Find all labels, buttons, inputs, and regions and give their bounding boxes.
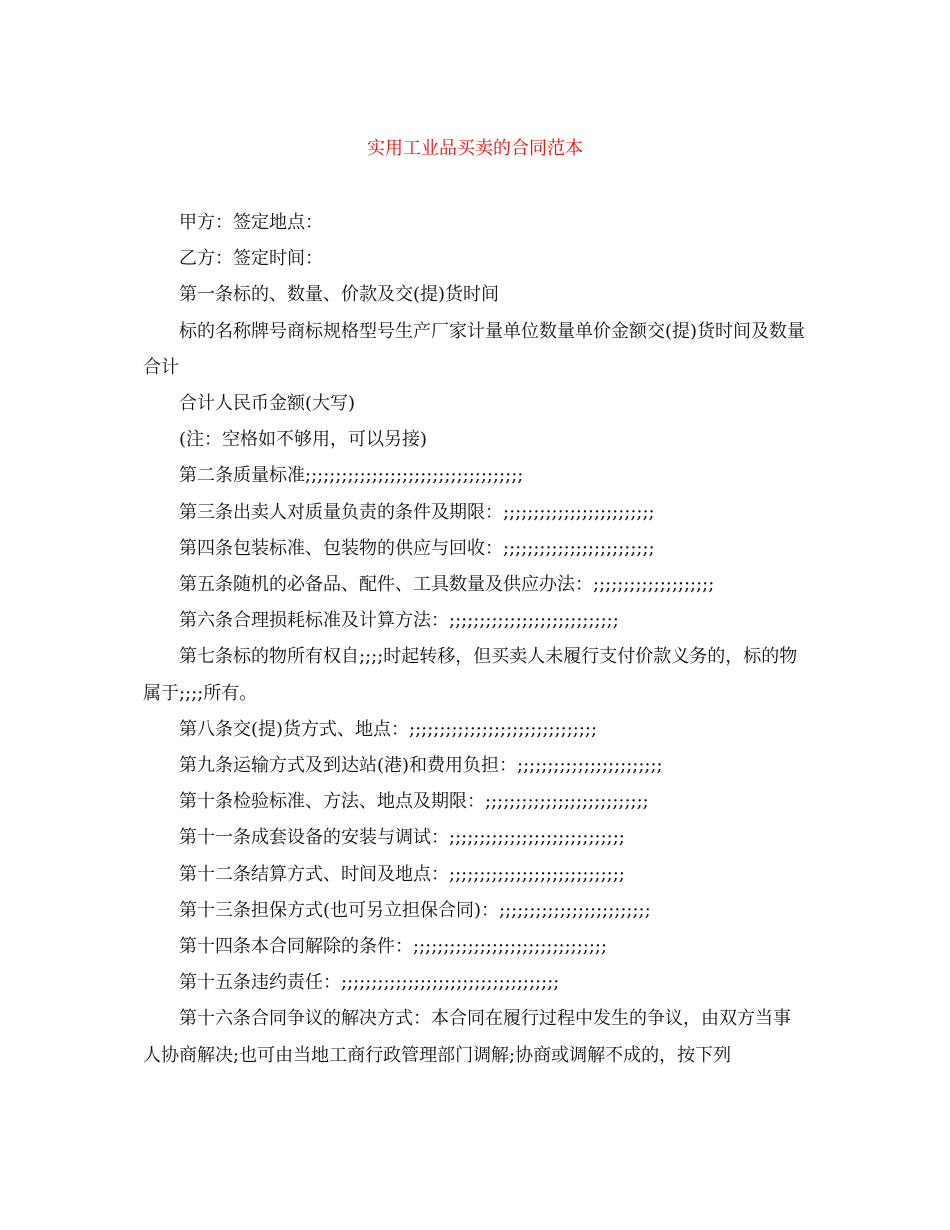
article-8: 第八条交(提)货方式、地点：;;;;;;;;;;;;;;;;;;;;;;;;;;;;;;; [179, 718, 598, 740]
article-1-heading: 第一条标的、数量、价款及交(提)货时间 [179, 284, 500, 306]
article-4: 第四条包装标准、包装物的供应与回收：;;;;;;;;;;;;;;;;;;;;;;;;; [179, 537, 655, 559]
total-amount-line: 合计人民币金额(大写) [179, 393, 356, 415]
article-9: 第九条运输方式及到达站(港)和费用负担：;;;;;;;;;;;;;;;;;;;;;;;; [179, 755, 663, 777]
article-6: 第六条合理损耗标准及计算方法：;;;;;;;;;;;;;;;;;;;;;;;;;;;; [179, 610, 619, 632]
article-12: 第十二条结算方式、时间及地点：;;;;;;;;;;;;;;;;;;;;;;;;;;;;; [179, 863, 625, 885]
article-2: 第二条质量标准;;;;;;;;;;;;;;;;;;;;;;;;;;;;;;;;;;;; [179, 465, 524, 487]
party-a-line: 甲方：签定地点： [179, 212, 323, 233]
article-13: 第十三条担保方式(也可另立担保合同)：;;;;;;;;;;;;;;;;;;;;;;;;; [179, 899, 651, 921]
document-body [143, 205, 807, 1074]
document-title: 实用工业品买卖的合同范本 [367, 138, 583, 159]
article-3: 第三条出卖人对质量负责的条件及期限：;;;;;;;;;;;;;;;;;;;;;;;;; [179, 501, 655, 523]
article-16: 第十六条合同争议的解决方式：本合同在履行过程中发生的争议，由双方当事人协商解决;也可由当地工商行政管理部门调解;协商或调解不成的，按下列 [143, 1008, 791, 1066]
article-14: 第十四条本合同解除的条件：;;;;;;;;;;;;;;;;;;;;;;;;;;;;;;;; [179, 936, 608, 958]
note-line: (注：空格如不够用，可以另接) [179, 429, 428, 451]
article-1-columns: 标的名称牌号商标规格型号生产厂家计量单位数量单价金额交(提)货时间及数量合计 [143, 320, 806, 378]
article-11: 第十一条成套设备的安装与调试：;;;;;;;;;;;;;;;;;;;;;;;;;;;;; [179, 827, 625, 849]
article-15: 第十五条违约责任：;;;;;;;;;;;;;;;;;;;;;;;;;;;;;;;;;;;; [179, 972, 560, 994]
party-b-line: 乙方：签定时间： [179, 248, 323, 270]
article-5: 第五条随机的必备品、配件、工具数量及供应办法：;;;;;;;;;;;;;;;;;;;; [179, 574, 715, 596]
article-10: 第十条检验标准、方法、地点及期限：;;;;;;;;;;;;;;;;;;;;;;;;;;; [179, 791, 649, 813]
article-7: 第七条标的物所有权自;;;;时起转移，但买卖人未履行支付价款义务的，标的物属于;;;;所有。 [143, 646, 798, 704]
